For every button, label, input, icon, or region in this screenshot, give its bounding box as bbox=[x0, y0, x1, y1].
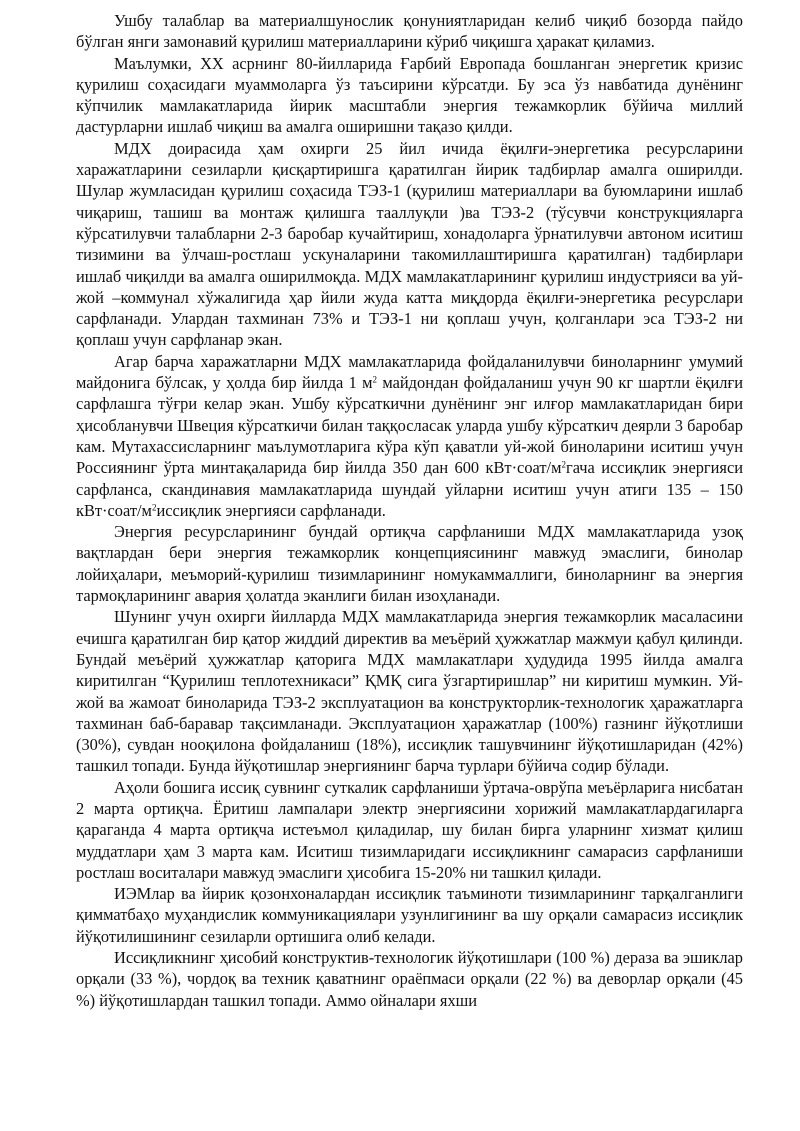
document-page bbox=[76, 10, 743, 1011]
paragraph-5 bbox=[76, 521, 743, 606]
paragraph-4 bbox=[76, 351, 743, 521]
paragraph-8 bbox=[76, 883, 743, 947]
paragraph-5-text: Энергия ресурсларининг бундай ортиқча сарфланиши МДХ мамлакатларида узоқ вақтлардан бери энергия тежамкорлик концепциясининг мавжуд эмаслиги, бинолар лойиҳалари, меъморий-қурилиш тизимларининг номукаммаллиги, биноларнинг ва энергия тармоқларининг авария ҳолатда эканлиги билан изоҳланади. bbox=[76, 522, 743, 606]
paragraph-9-text: Иссиқликнинг ҳисобий конструктив-технологик йўқотишлари (100 %) дераза ва эшиклар орқали (33 %), чордоқ ва техник қаватнинг ораёпмаси орқали (22 %) ва деворлар орқали (45 %) йўқотишлардан ташкил топади. Аммо ойналари яхши bbox=[76, 948, 743, 1010]
paragraph-8-text: ИЭМлар ва йирик қозонхоналардан иссиқлик таъминоти тизимларининг тарқалганлиги қимматбаҳо муҳандислик коммуникациялари узунлигининг ва шу орқали самарасиз иссиқлик йўқотилишининг сезиларли ортишига олиб келади. bbox=[76, 884, 743, 946]
superscript-2: 2 bbox=[561, 459, 566, 470]
paragraph-2 bbox=[76, 53, 743, 138]
paragraph-1-text: Ушбу талаблар ва материалшунослик қонуниятларидан келиб чиқиб бозорда пайдо бўлган янги замонавий қурилиш материалларини кўриб чиқишга ҳаракат қиламиз. bbox=[76, 11, 743, 52]
paragraph-6-text: Шунинг учун охирги йилларда МДХ мамлакатларида энергия тежамкорлик масаласини ечишга қаратилган бир қатор жиддий директив ва меъёрий ҳужжатлар мажмуи қабул қилинди. Бундай меъёрий ҳужжатлар қаторига МДХ мамлакатлари ҳудудида 1995 йилда амалга киритилган “Қурилиш теплотехникаси” ҚМҚ сига ўзгартиришлар” ни киритиш мумкин. Уй-жой ва жамоат биноларида ТЭЗ-2 эксплуатацион ва конструкторлик-технологик ҳаражатларга тахминан баб-баравар тақсимланади. Эксплуатацион ҳаражатлар (100%) газнинг йўқотлиши (30%), сувдан нооқилона фойдаланиш (18%), иссиқлик ташувчининг йўқотишларидан (42%) ташкил топади. Бунда йўқотишлар энергиянинг барча турлари бўйича содир бўлади. bbox=[76, 607, 743, 776]
superscript-2: 2 bbox=[372, 374, 378, 385]
paragraph-4-text-a: Агар барча харажатларни МДХ мамлакатларида фойдаланилувчи биноларнинг умумий майдонига бўлсак, у ҳолда бир йилда 1 м bbox=[76, 351, 743, 393]
paragraph-6 bbox=[76, 606, 743, 776]
paragraph-3-text: МДХ доирасида ҳам охирги 25 йил ичида ёқилғи-энергетика ресурсларини харажатларини сезиларли қисқартиришга қаратилган йирик тадбирлар амалга оширилди. Шулар жумласидан қурилиш соҳасида ТЭЗ-1 (қурилиш материаллари ва буюмларини ишлаб чиқариш, ташиш ва монтаж қилишга тааллуқли )ва ТЭЗ-2 (тўсувчи конструкцияларга кўрсатилувчи талабларни 2-3 баробар кучайтириш, хонадоларга ўрнатилувчи автоном иситиш тизимини ва ўлчаш-ростлаш ускуналарини такомиллаштиришга қаратилган) тадбирлари ишлаб чиқилди ва амалга оширилмоқда. МДХ мамлакатларининг қурилиш индустрияси ва уй-жой –коммунал хўжалигида ҳар йили жуда катта миқдорда ёқилғи-энергетика ресурслари сарфланади. Улардан тахминан 73% и ТЭЗ-1 ни қоплаш учун, қолганлари эса ТЭЗ-2 ни қоплаш учун сарфланар экан. bbox=[76, 138, 743, 350]
paragraph-7-text: Аҳоли бошига иссиқ сувнинг суткалик сарфланиши ўртача-оврўпа меъёрларига нисбатан 2 марта ортиқча. Ёритиш лампалари электр энергиясини хорижий мамлакатлардагиларга қараганда 4 марта ортиқча истеъмол қиладилар, шу билан бирга уларнинг хизмат қилиш муддатлари ҳам 3 марта кам. Иситиш тизимларидаги иссиқликнинг самарасиз сарфланиши ростлаш воситалари мавжуд эмаслиги ҳисобига 15-20% ни ташкил қилади. bbox=[76, 777, 743, 882]
paragraph-4-text-b: майдондан фойдаланиш учун 90 кг шартли ёқилғи сарфлашга тўғри келар экан. Ушбу кўрсаткични дунёнинг энг илғор мамлакатларидан бири ҳисобланувчи Швеция кўрсаткичи билан таққосласак уларда ушбу кўрсаткич деярли 3 баробар кам. Мутахассисларнинг маълумотларига кўра кўп қаватли уй-жой биноларини иситиш учун Россиянинг ўрта минтақаларида бир йилда 350 дан 600 кВт·соат/м bbox=[76, 373, 743, 478]
paragraph-4-text-d: иссиқлик энергияси сарфланади. bbox=[156, 500, 386, 520]
paragraph-2-text: Маълумки, XX асрнинг 80-йилларида Ғарбий Европада бошланган энергетик кризис қурилиш соҳасидаги муаммоларга ўз таъсирини кўрсатди. Бу эса ўз навбатида дунёнинг кўпчилик мамлакатларида йирик масштабли энергия тежамкорлик бўйича миллий дастурларни ишлаб чиқиш ва амалга оширишни тақазо қилди. bbox=[76, 53, 743, 137]
paragraph-1 bbox=[76, 10, 743, 53]
paragraph-9 bbox=[76, 947, 743, 1011]
paragraph-4-text-c: гача иссиқлик энергияси сарфланса, скандинавия мамлакатларида шундай уйларни иситиш учун атиги 135 – 150 кВт·соат/м bbox=[76, 458, 743, 520]
paragraph-3 bbox=[76, 138, 743, 351]
superscript-2: 2 bbox=[151, 502, 157, 513]
paragraph-7 bbox=[76, 777, 743, 883]
